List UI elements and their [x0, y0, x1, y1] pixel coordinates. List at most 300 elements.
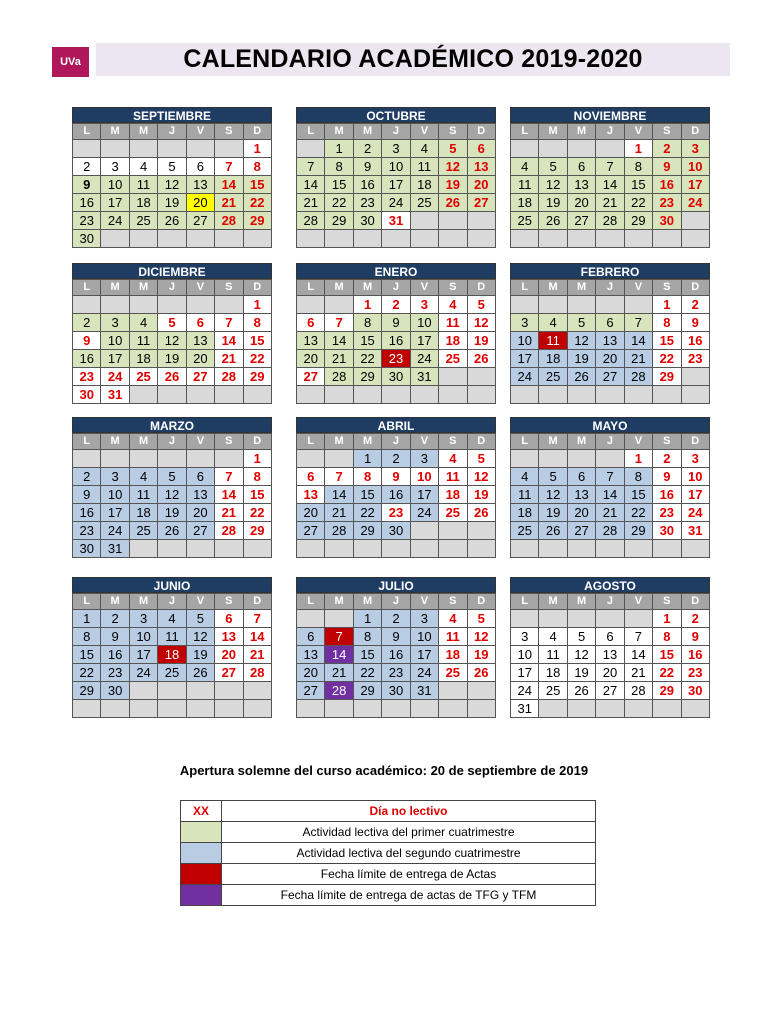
weekday-label: M: [539, 280, 567, 296]
weekday-label: S: [439, 434, 467, 450]
empty-cell: [511, 296, 539, 314]
week-row: [297, 486, 496, 504]
empty-cell: [297, 296, 325, 314]
empty-cell: [410, 522, 438, 540]
weekday-label: L: [73, 594, 101, 610]
empty-cell: [467, 540, 495, 558]
week-row: [73, 646, 272, 664]
empty-cell: [158, 700, 186, 718]
day-cell: 23: [73, 522, 101, 540]
day-cell: 4: [129, 468, 157, 486]
weekday-label: D: [681, 434, 709, 450]
day-cell: 24: [681, 504, 709, 522]
day-cell: 25: [129, 522, 157, 540]
day-cell: 16: [382, 486, 410, 504]
empty-cell: [243, 386, 271, 404]
day-cell: 24: [101, 368, 129, 386]
day-cell: 23: [101, 664, 129, 682]
day-cell: 24: [681, 194, 709, 212]
day-cell: 20: [215, 646, 243, 664]
week-row: [511, 212, 710, 230]
empty-cell: [101, 700, 129, 718]
week-row: [511, 486, 710, 504]
month-grid: [510, 593, 710, 718]
weekday-label: M: [325, 434, 353, 450]
weekday-label: M: [325, 594, 353, 610]
day-cell: 10: [681, 468, 709, 486]
day-cell: 2: [653, 450, 681, 468]
day-cell: 5: [158, 314, 186, 332]
weekday-label: J: [596, 434, 624, 450]
weekday-label: M: [101, 124, 129, 140]
week-row: [297, 646, 496, 664]
day-cell: 18: [129, 504, 157, 522]
weekday-label: J: [382, 434, 410, 450]
empty-cell: [215, 140, 243, 158]
weekday-label: L: [73, 124, 101, 140]
weekday-label: V: [624, 434, 652, 450]
empty-cell: [567, 140, 595, 158]
month-grid: [296, 593, 496, 718]
day-cell: 8: [243, 468, 271, 486]
empty-cell: [681, 386, 709, 404]
day-cell: 5: [158, 468, 186, 486]
day-cell: 15: [243, 486, 271, 504]
day-cell: 9: [653, 468, 681, 486]
day-cell: 27: [215, 664, 243, 682]
week-row: [511, 158, 710, 176]
day-cell: 7: [215, 314, 243, 332]
day-cell: 21: [297, 194, 325, 212]
legend-swatch: [181, 864, 222, 885]
day-cell: 29: [653, 682, 681, 700]
week-row: [297, 386, 496, 404]
day-cell: 23: [382, 504, 410, 522]
day-cell: 13: [467, 158, 495, 176]
day-cell: 2: [653, 140, 681, 158]
day-cell: 6: [567, 158, 595, 176]
day-cell: 6: [297, 628, 325, 646]
day-cell: 9: [382, 468, 410, 486]
day-cell: 30: [73, 540, 101, 558]
empty-cell: [681, 368, 709, 386]
weekday-row: [511, 594, 710, 610]
day-cell: 18: [129, 350, 157, 368]
day-cell: 19: [158, 350, 186, 368]
legend-row: [181, 822, 596, 843]
weekday-label: M: [129, 280, 157, 296]
empty-cell: [243, 682, 271, 700]
month-name: JULIO: [296, 577, 496, 593]
day-cell: 1: [353, 296, 381, 314]
day-cell: 8: [243, 158, 271, 176]
month-name: NOVIEMBRE: [510, 107, 710, 123]
empty-cell: [325, 386, 353, 404]
day-cell: 27: [186, 212, 214, 230]
day-cell: 14: [215, 486, 243, 504]
empty-cell: [624, 700, 652, 718]
week-row: [511, 610, 710, 628]
weekday-label: J: [382, 594, 410, 610]
day-cell: 17: [101, 194, 129, 212]
day-cell: 17: [511, 664, 539, 682]
week-row: [73, 314, 272, 332]
empty-cell: [624, 386, 652, 404]
day-cell: 31: [101, 540, 129, 558]
week-row: [73, 682, 272, 700]
empty-cell: [439, 230, 467, 248]
day-cell: 5: [467, 296, 495, 314]
day-cell: 6: [467, 140, 495, 158]
week-row: [511, 646, 710, 664]
day-cell: 4: [439, 296, 467, 314]
week-row: [511, 230, 710, 248]
week-row: [297, 468, 496, 486]
day-cell: 12: [186, 628, 214, 646]
day-cell: 1: [325, 140, 353, 158]
week-row: [297, 296, 496, 314]
day-cell: 27: [297, 522, 325, 540]
weekday-label: L: [73, 434, 101, 450]
weekday-label: M: [101, 280, 129, 296]
weekday-label: V: [410, 434, 438, 450]
day-cell: 22: [73, 664, 101, 682]
day-cell: 28: [215, 522, 243, 540]
day-cell: 2: [681, 296, 709, 314]
day-cell: 30: [353, 212, 381, 230]
day-cell: 3: [681, 450, 709, 468]
empty-cell: [567, 540, 595, 558]
legend-row: [181, 843, 596, 864]
day-cell: 8: [353, 468, 381, 486]
empty-cell: [186, 230, 214, 248]
day-cell: 24: [382, 194, 410, 212]
weekday-label: D: [243, 280, 271, 296]
month-name: MARZO: [72, 417, 272, 433]
day-cell: 17: [681, 176, 709, 194]
week-row: [73, 386, 272, 404]
legend-header-row: [181, 801, 596, 822]
month-name: ABRIL: [296, 417, 496, 433]
weekday-row: [73, 280, 272, 296]
day-cell: 11: [158, 628, 186, 646]
day-cell: 1: [243, 296, 271, 314]
day-cell: 7: [325, 468, 353, 486]
day-cell: 21: [596, 194, 624, 212]
day-cell: 11: [129, 486, 157, 504]
empty-cell: [325, 610, 353, 628]
day-cell: 20: [567, 504, 595, 522]
empty-cell: [243, 700, 271, 718]
day-cell: 30: [382, 682, 410, 700]
day-cell: 2: [353, 140, 381, 158]
day-cell: 27: [297, 682, 325, 700]
day-cell: 19: [539, 194, 567, 212]
empty-cell: [567, 386, 595, 404]
weekday-label: M: [567, 280, 595, 296]
day-cell: 25: [129, 368, 157, 386]
day-cell: 20: [467, 176, 495, 194]
day-cell: 25: [511, 522, 539, 540]
day-cell: 18: [129, 194, 157, 212]
empty-cell: [129, 450, 157, 468]
day-cell: 7: [596, 468, 624, 486]
weekday-label: L: [511, 124, 539, 140]
weekday-label: S: [215, 124, 243, 140]
weekday-label: L: [511, 594, 539, 610]
day-cell: 7: [624, 628, 652, 646]
day-cell: 9: [101, 628, 129, 646]
day-cell: 31: [382, 212, 410, 230]
day-cell: 16: [653, 486, 681, 504]
day-cell: 12: [467, 468, 495, 486]
empty-cell: [681, 212, 709, 230]
weekday-row: [511, 124, 710, 140]
day-cell: 7: [325, 314, 353, 332]
day-cell: 12: [439, 158, 467, 176]
day-cell: 15: [243, 176, 271, 194]
weekday-row: [297, 594, 496, 610]
empty-cell: [539, 140, 567, 158]
day-cell: 21: [325, 664, 353, 682]
week-row: [297, 212, 496, 230]
week-row: [73, 368, 272, 386]
weekday-label: M: [353, 434, 381, 450]
week-row: [511, 450, 710, 468]
day-cell: 29: [653, 368, 681, 386]
day-cell: 15: [73, 646, 101, 664]
day-cell: 11: [129, 176, 157, 194]
day-cell: 23: [353, 194, 381, 212]
empty-cell: [158, 140, 186, 158]
weekday-label: L: [297, 280, 325, 296]
day-cell: 27: [186, 368, 214, 386]
day-cell: 20: [567, 194, 595, 212]
day-cell: 26: [467, 350, 495, 368]
day-cell: 16: [353, 176, 381, 194]
legend-label: Fecha límite de entrega de actas de TFG y TFM: [222, 885, 596, 906]
day-cell: 12: [158, 486, 186, 504]
empty-cell: [467, 522, 495, 540]
weekday-label: D: [243, 124, 271, 140]
day-cell: 3: [101, 314, 129, 332]
day-cell: 3: [382, 140, 410, 158]
week-row: [73, 158, 272, 176]
day-cell: 5: [567, 314, 595, 332]
week-row: [297, 368, 496, 386]
weekday-label: D: [467, 594, 495, 610]
day-cell: 1: [624, 450, 652, 468]
empty-cell: [325, 296, 353, 314]
empty-cell: [325, 540, 353, 558]
empty-cell: [410, 230, 438, 248]
empty-cell: [101, 140, 129, 158]
empty-cell: [539, 450, 567, 468]
day-cell: 13: [297, 646, 325, 664]
empty-cell: [297, 450, 325, 468]
empty-cell: [439, 540, 467, 558]
day-cell: 27: [467, 194, 495, 212]
week-row: [511, 140, 710, 158]
day-cell: 26: [158, 522, 186, 540]
empty-cell: [158, 450, 186, 468]
day-cell: 2: [73, 314, 101, 332]
empty-cell: [297, 540, 325, 558]
week-row: [511, 468, 710, 486]
day-cell: 24: [410, 664, 438, 682]
empty-cell: [539, 700, 567, 718]
weekday-label: L: [297, 594, 325, 610]
day-cell: 7: [596, 158, 624, 176]
weekday-label: M: [129, 594, 157, 610]
day-cell: 10: [410, 314, 438, 332]
day-cell: 17: [101, 504, 129, 522]
weekday-row: [511, 434, 710, 450]
day-cell: 15: [353, 646, 381, 664]
day-cell: 14: [596, 176, 624, 194]
day-cell: 27: [297, 368, 325, 386]
week-row: [297, 450, 496, 468]
day-cell: 11: [129, 332, 157, 350]
day-cell: 18: [539, 350, 567, 368]
empty-cell: [353, 540, 381, 558]
empty-cell: [129, 682, 157, 700]
day-cell: 8: [325, 158, 353, 176]
day-cell: 11: [439, 314, 467, 332]
day-cell: 6: [215, 610, 243, 628]
day-cell: 19: [158, 504, 186, 522]
week-row: [297, 610, 496, 628]
day-cell: 27: [567, 212, 595, 230]
empty-cell: [511, 540, 539, 558]
day-cell: 29: [243, 368, 271, 386]
empty-cell: [73, 700, 101, 718]
day-cell: 10: [511, 646, 539, 664]
empty-cell: [297, 140, 325, 158]
empty-cell: [539, 296, 567, 314]
day-cell: 16: [73, 504, 101, 522]
page-title: CALENDARIO ACADÉMICO 2019-2020: [183, 45, 643, 73]
day-cell: 24: [101, 522, 129, 540]
day-cell: 11: [511, 486, 539, 504]
empty-cell: [129, 140, 157, 158]
week-row: [73, 700, 272, 718]
day-cell: 25: [129, 212, 157, 230]
day-cell: 15: [353, 486, 381, 504]
day-cell: 20: [297, 664, 325, 682]
day-cell: 4: [158, 610, 186, 628]
day-cell: 12: [158, 176, 186, 194]
day-cell: 30: [681, 682, 709, 700]
month-grid: [296, 433, 496, 558]
weekday-label: J: [596, 594, 624, 610]
week-row: [297, 664, 496, 682]
day-cell: 4: [539, 628, 567, 646]
day-cell: 27: [567, 522, 595, 540]
day-cell: 10: [410, 468, 438, 486]
month-calendar: [296, 263, 496, 404]
empty-cell: [653, 386, 681, 404]
week-row: [297, 700, 496, 718]
day-cell: 15: [653, 332, 681, 350]
weekday-label: V: [624, 280, 652, 296]
day-cell: 28: [325, 368, 353, 386]
day-cell: 6: [186, 468, 214, 486]
empty-cell: [653, 540, 681, 558]
empty-cell: [158, 682, 186, 700]
week-row: [511, 386, 710, 404]
day-cell: 27: [596, 682, 624, 700]
day-cell: 11: [439, 628, 467, 646]
day-cell: 3: [511, 314, 539, 332]
day-cell: 24: [101, 212, 129, 230]
empty-cell: [567, 700, 595, 718]
day-cell: 5: [539, 158, 567, 176]
day-cell: 8: [653, 314, 681, 332]
week-row: [73, 212, 272, 230]
weekday-label: J: [596, 124, 624, 140]
week-row: [73, 468, 272, 486]
empty-cell: [353, 230, 381, 248]
week-row: [511, 194, 710, 212]
day-cell: 25: [158, 664, 186, 682]
day-cell: 21: [215, 504, 243, 522]
day-cell: 25: [439, 350, 467, 368]
day-cell: 20: [596, 350, 624, 368]
empty-cell: [158, 386, 186, 404]
day-cell: 29: [325, 212, 353, 230]
weekday-label: J: [158, 434, 186, 450]
week-row: [511, 628, 710, 646]
weekday-label: J: [158, 280, 186, 296]
day-cell: 20: [186, 350, 214, 368]
empty-cell: [129, 386, 157, 404]
day-cell: 29: [624, 522, 652, 540]
weekday-label: M: [101, 434, 129, 450]
empty-cell: [439, 368, 467, 386]
month-grid: [510, 123, 710, 248]
week-row: [73, 176, 272, 194]
day-cell: 5: [186, 610, 214, 628]
empty-cell: [215, 540, 243, 558]
day-cell: 28: [325, 682, 353, 700]
day-cell: 22: [653, 350, 681, 368]
empty-cell: [624, 230, 652, 248]
day-cell: 19: [539, 504, 567, 522]
day-cell: 14: [624, 646, 652, 664]
day-cell: 29: [624, 212, 652, 230]
empty-cell: [215, 450, 243, 468]
empty-cell: [596, 540, 624, 558]
empty-cell: [596, 296, 624, 314]
empty-cell: [101, 230, 129, 248]
day-cell: 31: [410, 368, 438, 386]
month-calendar: [296, 417, 496, 558]
empty-cell: [325, 450, 353, 468]
day-cell: 9: [382, 314, 410, 332]
empty-cell: [467, 682, 495, 700]
weekday-label: J: [382, 280, 410, 296]
legend-row: [181, 885, 596, 906]
week-row: [297, 158, 496, 176]
week-row: [73, 296, 272, 314]
empty-cell: [467, 230, 495, 248]
weekday-label: M: [129, 434, 157, 450]
empty-cell: [129, 296, 157, 314]
day-cell: 24: [410, 504, 438, 522]
day-cell: 18: [439, 486, 467, 504]
legend-row: [181, 864, 596, 885]
